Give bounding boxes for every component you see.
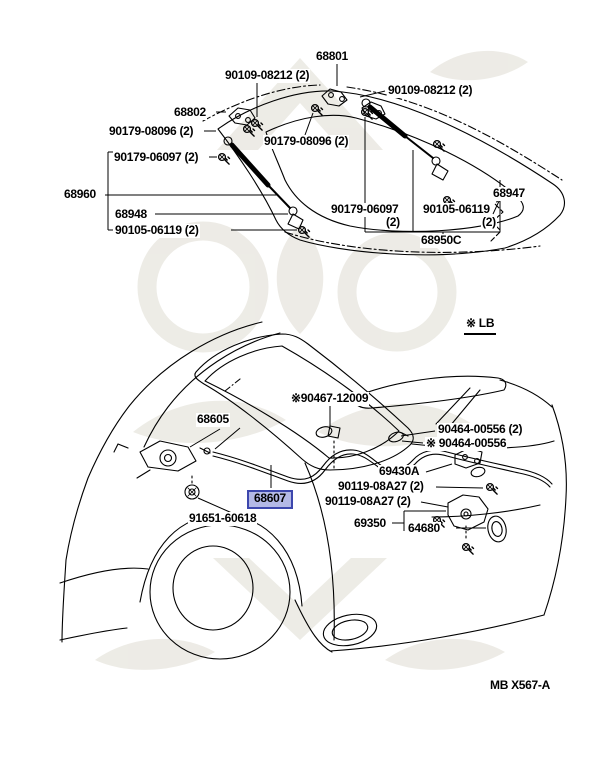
part-label-90179-08096-l[interactable]: 90179-08096 (2) bbox=[109, 124, 194, 138]
part-label-68948[interactable]: 68948 bbox=[115, 207, 147, 221]
part-label-91651-60618[interactable]: 91651-60618 bbox=[189, 511, 257, 525]
part-label-90119-08A27-1[interactable]: 90119-08A27 (2) bbox=[338, 479, 424, 493]
part-label-90179-06097-m[interactable]: 90179-06097 bbox=[331, 202, 399, 216]
part-label-68605[interactable]: 68605 bbox=[197, 412, 229, 426]
part-label-90179-08096-m[interactable]: 90179-08096 (2) bbox=[264, 134, 349, 148]
part-label-90109-08212-l[interactable]: 90109-08212 (2) bbox=[225, 68, 310, 82]
part-label-90105-06119-m-qty[interactable]: (2) bbox=[482, 215, 496, 229]
part-label-68960[interactable]: 68960 bbox=[64, 187, 96, 201]
part-label-68801[interactable]: 68801 bbox=[316, 49, 348, 63]
part-label-68802[interactable]: 68802 bbox=[174, 105, 206, 119]
part-label-90464-00556[interactable]: ※ 90464-00556 bbox=[426, 436, 507, 450]
part-label-90467-12009[interactable]: ※90467-12009 bbox=[291, 391, 369, 405]
part-label-68607[interactable]: 68607 bbox=[247, 490, 293, 509]
part-label-90179-06097-l[interactable]: 90179-06097 (2) bbox=[114, 150, 199, 164]
part-label-69350[interactable]: 69350 bbox=[354, 516, 386, 530]
part-label-64680[interactable]: 64680 bbox=[408, 521, 440, 535]
part-label-90105-06119-l[interactable]: 90105-06119 (2) bbox=[115, 223, 199, 237]
part-label-90119-08A27-2[interactable]: 90119-08A27 (2) bbox=[325, 494, 411, 508]
part-label-68947[interactable]: 68947 bbox=[493, 186, 525, 200]
section-marker-marker-lb: ※ LB bbox=[464, 317, 496, 335]
part-label-90109-08212-r[interactable]: 90109-08212 (2) bbox=[388, 83, 473, 97]
part-label-69430A[interactable]: 69430A bbox=[379, 464, 420, 478]
part-label-90464-00556-qty[interactable]: 90464-00556 (2) bbox=[438, 422, 523, 436]
part-label-68950C[interactable]: 68950C bbox=[421, 233, 462, 247]
part-label-90105-06119-m[interactable]: 90105-06119 bbox=[423, 202, 490, 216]
page-code: MB X567-A bbox=[490, 678, 550, 692]
part-label-90179-06097-m-qty[interactable]: (2) bbox=[386, 215, 400, 229]
